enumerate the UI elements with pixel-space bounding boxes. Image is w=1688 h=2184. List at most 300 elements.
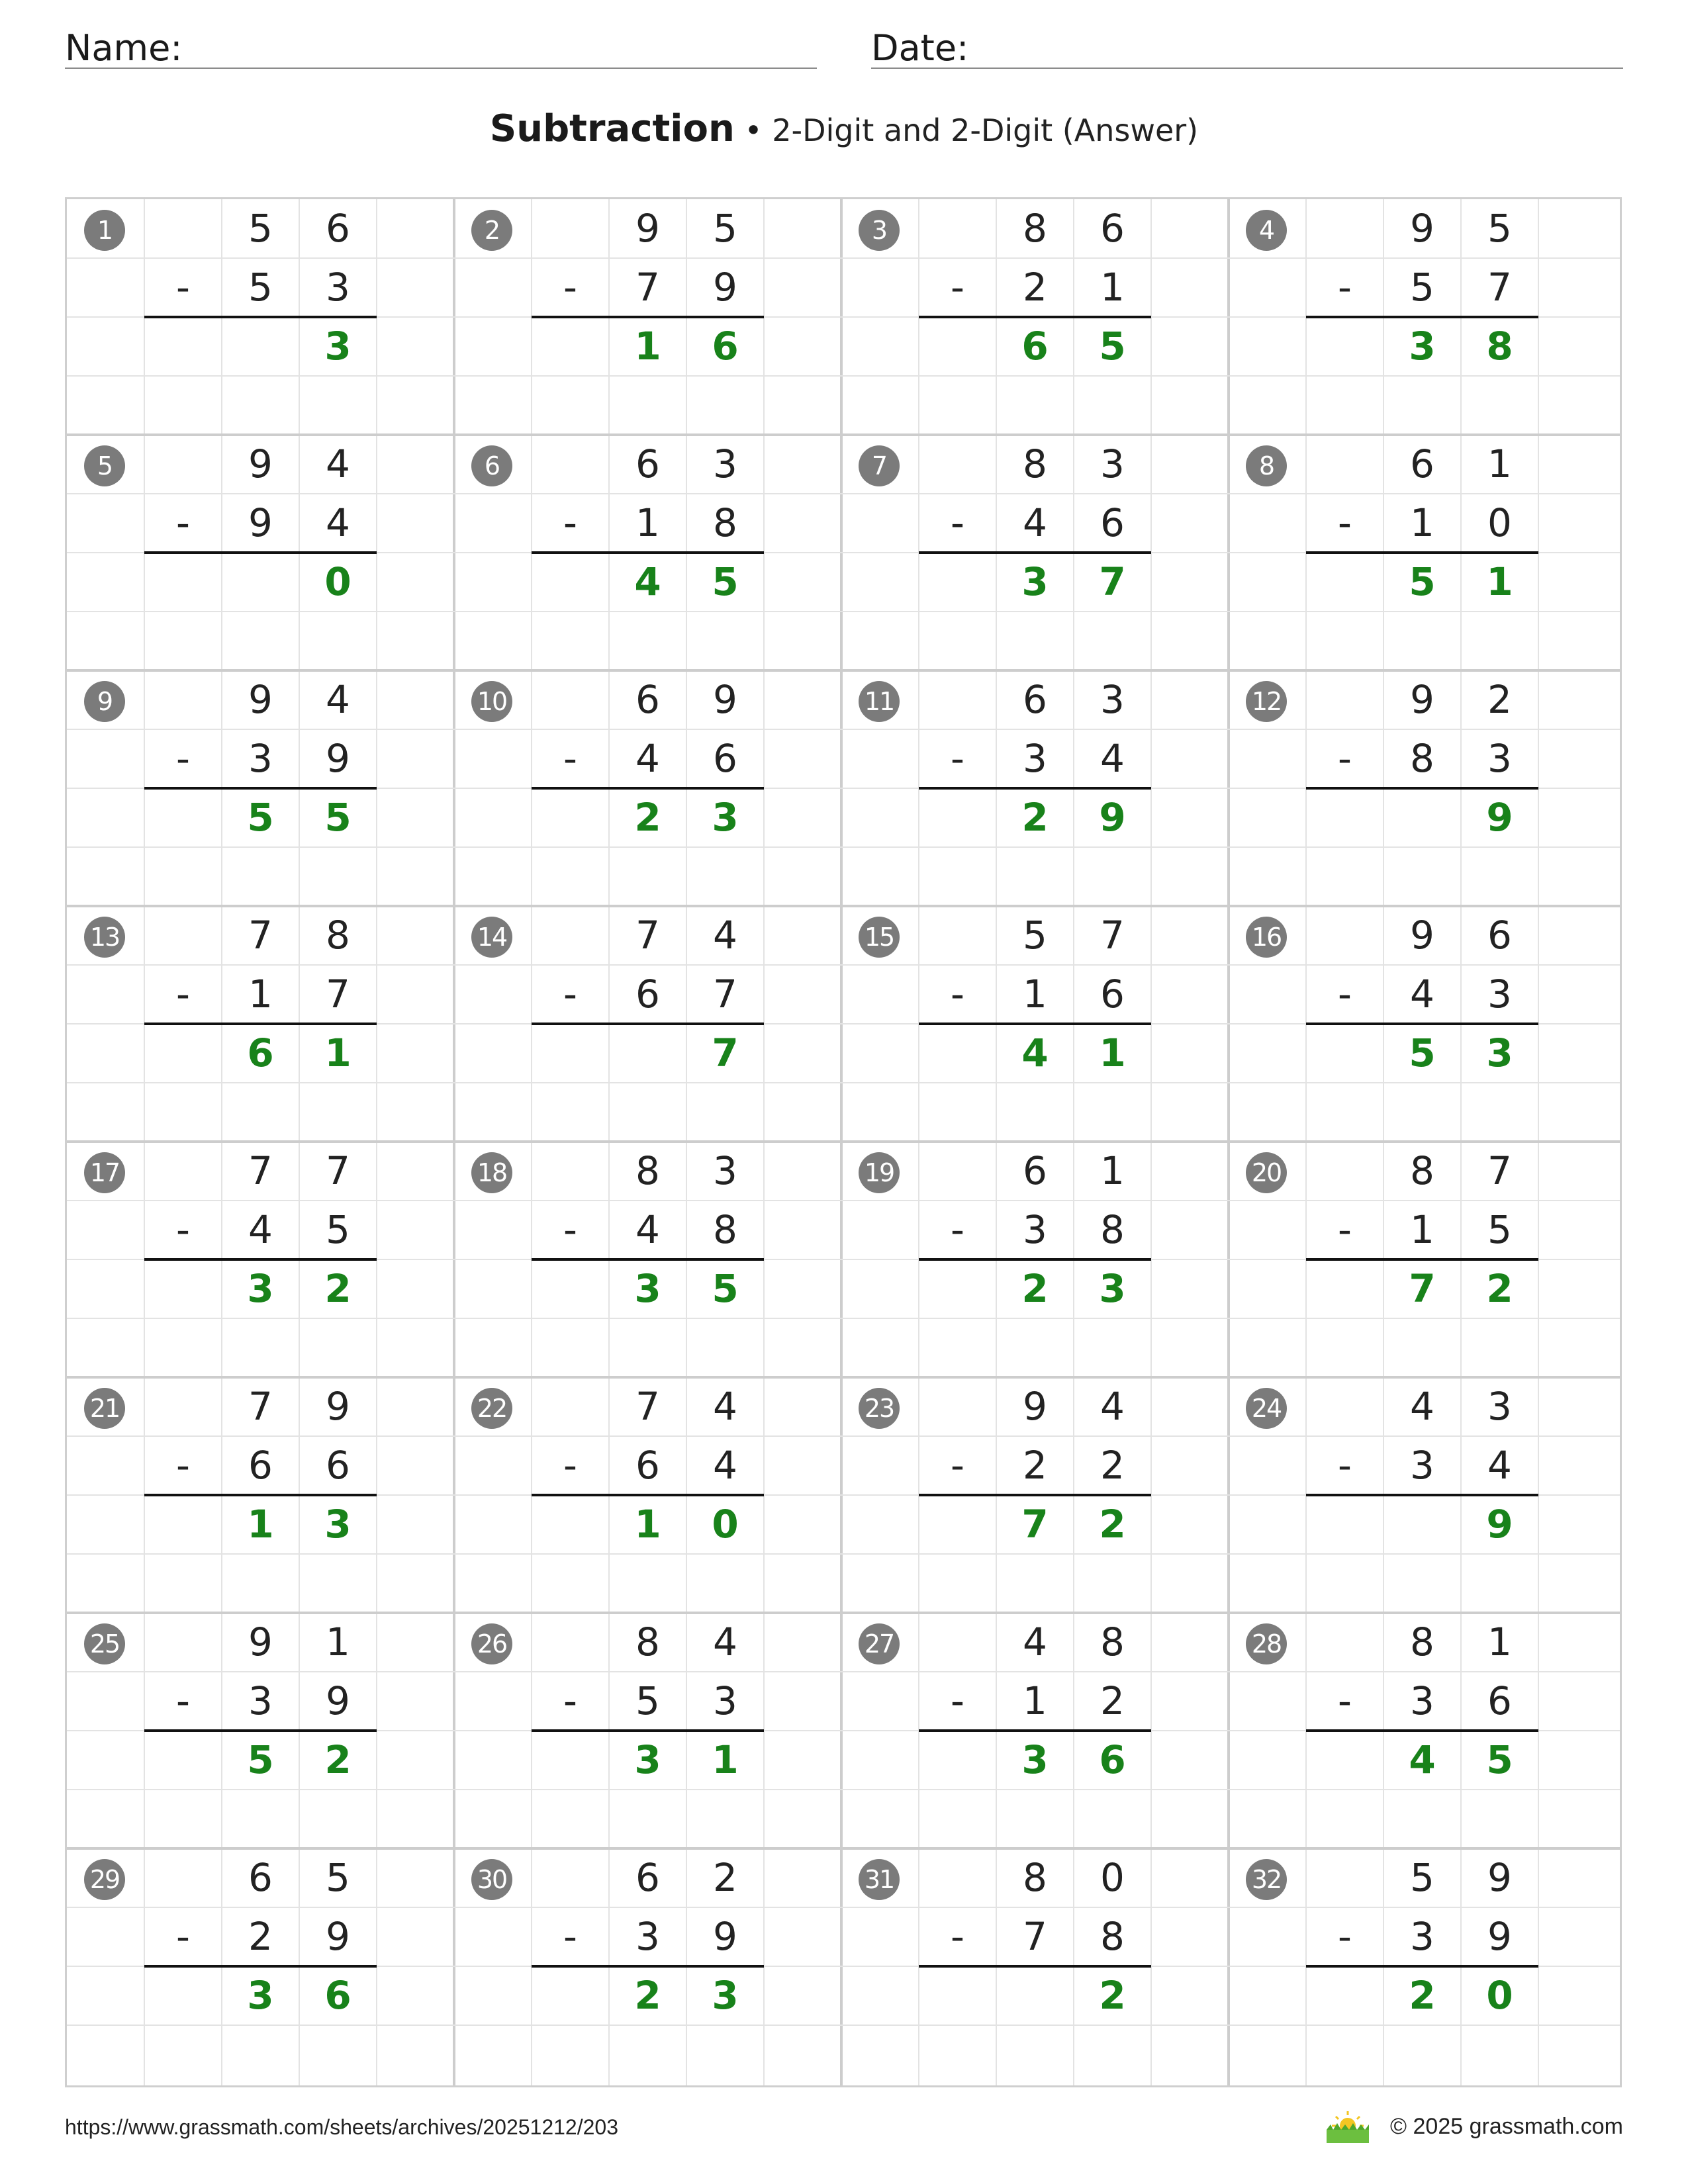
subtrahend-ones: 6: [1100, 500, 1125, 545]
problem-25: [67, 1613, 454, 1848]
problem-number-badge: 17: [84, 1152, 125, 1193]
subtrahend-tens: 3: [1410, 1914, 1434, 1959]
minuend-ones: 4: [713, 1619, 737, 1664]
subtrahend-tens: 6: [635, 972, 660, 1017]
problem-28: [1229, 1613, 1616, 1848]
name-label: Name:: [65, 27, 183, 69]
answer-ones: 1: [324, 1030, 352, 1075]
minuend-tens: 7: [635, 1384, 660, 1429]
problem-number-badge: 30: [471, 1859, 512, 1900]
minuend-tens: 9: [1023, 1384, 1047, 1429]
footer-copyright: © 2025 grassmath.com: [1390, 2114, 1623, 2139]
answer-rule-line: [919, 1965, 1151, 1968]
minus-sign: -: [951, 1443, 964, 1488]
answer-ones: 7: [1099, 559, 1126, 604]
subtrahend-tens: 1: [1410, 500, 1434, 545]
problem-23: [841, 1377, 1229, 1613]
problem-19: [841, 1142, 1229, 1377]
minus-sign: -: [951, 1914, 964, 1959]
subtrahend-ones: 9: [713, 1914, 737, 1959]
minus-sign: -: [1338, 500, 1352, 545]
minuend-tens: 9: [248, 677, 273, 722]
problem-11: [841, 670, 1229, 906]
subtrahend-ones: 0: [1487, 500, 1512, 545]
answer-ones: 6: [1099, 1737, 1126, 1782]
problem-2: [454, 199, 841, 435]
problem-number-badge: 26: [471, 1623, 512, 1664]
answer-tens: 4: [1021, 1030, 1049, 1075]
problem-number-badge: 24: [1246, 1388, 1287, 1429]
date-line: [871, 68, 1623, 69]
minus-sign: -: [1338, 1443, 1352, 1488]
minuend-tens: 9: [1410, 913, 1434, 958]
problem-number-badge: 20: [1246, 1152, 1287, 1193]
title-separator: •: [734, 113, 773, 148]
answer-tens: 3: [1021, 559, 1049, 604]
answer-ones: 3: [1486, 1030, 1513, 1075]
answer-tens: 4: [634, 559, 661, 604]
problem-number-badge: 15: [859, 917, 900, 958]
minuend-tens: 7: [248, 1384, 273, 1429]
problem-24: [1229, 1377, 1616, 1613]
subtrahend-tens: 3: [248, 736, 273, 781]
answer-tens: 2: [634, 795, 661, 840]
answer-ones: 9: [1486, 1502, 1513, 1547]
minus-sign: -: [951, 500, 964, 545]
minus-sign: -: [563, 1914, 577, 1959]
answer-tens: 7: [1409, 1266, 1436, 1311]
subtrahend-ones: 3: [1487, 736, 1512, 781]
minuend-ones: 4: [713, 1384, 737, 1429]
answer-tens: 3: [1409, 324, 1436, 369]
problem-number-badge: 2: [471, 210, 512, 251]
subtrahend-tens: 2: [1023, 265, 1047, 310]
minuend-ones: 1: [326, 1619, 350, 1664]
subtrahend-ones: 5: [1487, 1207, 1512, 1252]
answer-tens: 2: [1021, 1266, 1049, 1311]
problem-number-badge: 7: [859, 445, 900, 486]
minuend-ones: 8: [1100, 1619, 1125, 1664]
answer-tens: [996, 1966, 1074, 2025]
minus-sign: -: [563, 736, 577, 781]
problem-10: [454, 670, 841, 906]
problem-number-badge: 9: [84, 681, 125, 722]
answer-ones: 0: [1486, 1973, 1513, 2018]
problem-number-badge: 4: [1246, 210, 1287, 251]
answer-rule-line: [1306, 1965, 1538, 1968]
problem-8: [1229, 435, 1616, 670]
subtrahend-ones: 7: [713, 972, 737, 1017]
problem-6: [454, 435, 841, 670]
subtrahend-ones: 1: [1100, 265, 1125, 310]
minuend-ones: 4: [713, 913, 737, 958]
minuend-ones: 4: [326, 441, 350, 486]
answer-ones: 5: [1486, 1737, 1513, 1782]
answer-ones: 0: [712, 1502, 739, 1547]
answer-tens: 3: [634, 1266, 661, 1311]
date-field[interactable]: [871, 23, 1623, 69]
name-field[interactable]: [65, 23, 817, 69]
subtrahend-tens: 6: [635, 1443, 660, 1488]
minus-sign: -: [1338, 1678, 1352, 1723]
answer-ones: 2: [1486, 1266, 1513, 1311]
answer-tens: 3: [1021, 1737, 1049, 1782]
problem-number-badge: 23: [859, 1388, 900, 1429]
minus-sign: -: [1338, 736, 1352, 781]
answer-ones: 5: [712, 1266, 739, 1311]
minuend-tens: 8: [1023, 206, 1047, 251]
problem-number-badge: 1: [84, 210, 125, 251]
minuend-ones: 6: [1100, 206, 1125, 251]
minuend-tens: 9: [635, 206, 660, 251]
footer-url[interactable]: https://www.grassmath.com/sheets/archives/20251212/203: [65, 2115, 618, 2139]
minuend-ones: 0: [1100, 1855, 1125, 1900]
answer-tens: 1: [247, 1502, 274, 1547]
problem-number-badge: 32: [1246, 1859, 1287, 1900]
subtrahend-ones: 3: [713, 1678, 737, 1723]
minuend-tens: 7: [248, 913, 273, 958]
minuend-tens: 6: [1023, 1148, 1047, 1193]
answer-ones: 9: [1099, 795, 1126, 840]
problem-grid: [65, 197, 1622, 2087]
problem-31: [841, 1848, 1229, 2084]
answer-tens: 3: [247, 1973, 274, 2018]
minuend-tens: 8: [1410, 1148, 1434, 1193]
problem-number-badge: 6: [471, 445, 512, 486]
subtrahend-ones: 6: [1100, 972, 1125, 1017]
subtrahend-tens: 1: [1023, 972, 1047, 1017]
subtrahend-ones: 2: [1100, 1443, 1125, 1488]
subtrahend-ones: 9: [326, 1914, 350, 1959]
subtrahend-tens: 3: [248, 1678, 273, 1723]
subtrahend-ones: 4: [1100, 736, 1125, 781]
subtrahend-tens: 7: [1023, 1914, 1047, 1959]
minuend-ones: 6: [326, 206, 350, 251]
minuend-ones: 1: [1487, 441, 1512, 486]
answer-rule-line: [144, 787, 377, 790]
minuend-tens: 8: [1023, 1855, 1047, 1900]
answer-tens: 1: [634, 1502, 661, 1547]
answer-ones: 2: [1099, 1973, 1126, 2018]
answer-tens: 5: [1409, 559, 1436, 604]
answer-ones: 3: [1099, 1266, 1126, 1311]
answer-tens: 2: [1021, 795, 1049, 840]
minuend-tens: 9: [1410, 677, 1434, 722]
subtrahend-tens: 4: [635, 736, 660, 781]
minus-sign: -: [176, 736, 190, 781]
problem-9: [67, 670, 454, 906]
problem-number-badge: 16: [1246, 917, 1287, 958]
answer-ones: 6: [712, 324, 739, 369]
answer-ones: 3: [712, 1973, 739, 2018]
problem-26: [454, 1613, 841, 1848]
minuend-ones: 8: [326, 913, 350, 958]
problem-5: [67, 435, 454, 670]
minuend-ones: 5: [713, 206, 737, 251]
answer-rule-line: [144, 1729, 377, 1732]
subtrahend-tens: 9: [248, 500, 273, 545]
answer-rule-line: [1306, 551, 1538, 554]
grass-sun-logo-icon: [1324, 2109, 1372, 2144]
minuend-tens: 6: [635, 441, 660, 486]
answer-tens: [222, 553, 299, 612]
subtrahend-tens: 1: [635, 500, 660, 545]
subtrahend-ones: 3: [1487, 972, 1512, 1017]
answer-tens: [1383, 1495, 1461, 1554]
answer-tens: 1: [634, 324, 661, 369]
problem-18: [454, 1142, 841, 1377]
problem-number-badge: 22: [471, 1388, 512, 1429]
answer-ones: 8: [1486, 324, 1513, 369]
problem-7: [841, 435, 1229, 670]
minus-sign: -: [563, 1443, 577, 1488]
subtrahend-tens: 8: [1410, 736, 1434, 781]
minus-sign: -: [1338, 972, 1352, 1017]
minuend-tens: 6: [635, 677, 660, 722]
minus-sign: -: [1338, 1914, 1352, 1959]
problem-number-badge: 21: [84, 1388, 125, 1429]
answer-rule-line: [532, 1729, 764, 1732]
minuend-tens: 4: [1410, 1384, 1434, 1429]
minuend-tens: 7: [635, 913, 660, 958]
subtrahend-tens: 5: [248, 265, 273, 310]
minuend-ones: 2: [1487, 677, 1512, 722]
answer-rule-line: [144, 1494, 377, 1496]
answer-tens: 5: [1409, 1030, 1436, 1075]
problem-number-badge: 25: [84, 1623, 125, 1664]
subtrahend-ones: 6: [713, 736, 737, 781]
problem-number-badge: 10: [471, 681, 512, 722]
minus-sign: -: [176, 1443, 190, 1488]
subtrahend-ones: 9: [326, 1678, 350, 1723]
problem-number-badge: 14: [471, 917, 512, 958]
answer-tens: 6: [247, 1030, 274, 1075]
minuend-tens: 6: [1410, 441, 1434, 486]
answer-rule-line: [919, 1494, 1151, 1496]
problem-22: [454, 1377, 841, 1613]
minuend-tens: 9: [248, 1619, 273, 1664]
answer-rule-line: [532, 1258, 764, 1261]
minus-sign: -: [563, 265, 577, 310]
answer-tens: 2: [1409, 1973, 1436, 2018]
answer-tens: [1383, 788, 1461, 847]
problem-12: [1229, 670, 1616, 906]
answer-tens: 4: [1409, 1737, 1436, 1782]
subtrahend-ones: 9: [1487, 1914, 1512, 1959]
problem-4: [1229, 199, 1616, 435]
answer-ones: 5: [1099, 324, 1126, 369]
problem-13: [67, 906, 454, 1142]
minuend-ones: 4: [326, 677, 350, 722]
answer-rule-line: [144, 1258, 377, 1261]
problem-16: [1229, 906, 1616, 1142]
subtrahend-tens: 1: [248, 972, 273, 1017]
subtrahend-ones: 8: [1100, 1207, 1125, 1252]
subtrahend-tens: 7: [635, 265, 660, 310]
answer-tens: 5: [247, 1737, 274, 1782]
answer-ones: 2: [324, 1266, 352, 1311]
minus-sign: -: [176, 1914, 190, 1959]
title-main: Subtraction: [489, 107, 735, 150]
subtrahend-tens: 4: [635, 1207, 660, 1252]
subtrahend-ones: 4: [326, 500, 350, 545]
answer-ones: 7: [712, 1030, 739, 1075]
minuend-tens: 8: [635, 1619, 660, 1664]
minuend-tens: 6: [1023, 677, 1047, 722]
subtrahend-tens: 3: [1410, 1443, 1434, 1488]
answer-rule-line: [144, 1965, 377, 1968]
answer-ones: 3: [712, 795, 739, 840]
answer-tens: [222, 317, 299, 376]
answer-rule-line: [532, 316, 764, 318]
minuend-tens: 6: [248, 1855, 273, 1900]
minuend-ones: 7: [1100, 913, 1125, 958]
minus-sign: -: [951, 265, 964, 310]
problem-number-badge: 28: [1246, 1623, 1287, 1664]
answer-tens: 6: [1021, 324, 1049, 369]
problem-number-badge: 19: [859, 1152, 900, 1193]
subtrahend-tens: 5: [635, 1678, 660, 1723]
minus-sign: -: [563, 1207, 577, 1252]
minus-sign: -: [951, 972, 964, 1017]
problem-number-badge: 3: [859, 210, 900, 251]
answer-ones: 2: [1099, 1502, 1126, 1547]
problem-3: [841, 199, 1229, 435]
answer-rule-line: [1306, 1494, 1538, 1496]
answer-ones: 0: [324, 559, 352, 604]
subtrahend-tens: 1: [1023, 1678, 1047, 1723]
minuend-ones: 3: [1100, 441, 1125, 486]
answer-tens: 3: [634, 1737, 661, 1782]
subtrahend-ones: 8: [1100, 1914, 1125, 1959]
minuend-tens: 6: [635, 1855, 660, 1900]
answer-rule-line: [919, 787, 1151, 790]
answer-ones: 1: [712, 1737, 739, 1782]
subtrahend-ones: 8: [713, 500, 737, 545]
answer-tens: 5: [247, 795, 274, 840]
answer-ones: 1: [1099, 1030, 1126, 1075]
answer-rule-line: [144, 1023, 377, 1025]
subtrahend-ones: 9: [713, 265, 737, 310]
subtrahend-tens: 4: [1410, 972, 1434, 1017]
problem-number-badge: 29: [84, 1859, 125, 1900]
answer-rule-line: [1306, 1258, 1538, 1261]
minuend-ones: 4: [1100, 1384, 1125, 1429]
minus-sign: -: [563, 500, 577, 545]
answer-ones: 2: [324, 1737, 352, 1782]
answer-ones: 6: [324, 1973, 352, 2018]
subtrahend-tens: 2: [1023, 1443, 1047, 1488]
minuend-ones: 6: [1487, 913, 1512, 958]
minuend-tens: 9: [1410, 206, 1434, 251]
answer-rule-line: [532, 1965, 764, 1968]
answer-rule-line: [532, 1023, 764, 1025]
minuend-ones: 7: [1487, 1148, 1512, 1193]
subtrahend-ones: 6: [1487, 1678, 1512, 1723]
answer-rule-line: [532, 787, 764, 790]
minuend-tens: 9: [248, 441, 273, 486]
name-line: [65, 68, 817, 69]
subtrahend-tens: 3: [1023, 736, 1047, 781]
problem-17: [67, 1142, 454, 1377]
answer-rule-line: [1306, 316, 1538, 318]
answer-ones: 5: [712, 559, 739, 604]
answer-tens: 7: [1021, 1502, 1049, 1547]
answer-rule-line: [919, 316, 1151, 318]
minuend-ones: 3: [713, 441, 737, 486]
minus-sign: -: [176, 1678, 190, 1723]
minus-sign: -: [176, 972, 190, 1017]
minuend-tens: 8: [1410, 1619, 1434, 1664]
problem-15: [841, 906, 1229, 1142]
minuend-ones: 3: [1487, 1384, 1512, 1429]
subtrahend-ones: 4: [713, 1443, 737, 1488]
subtrahend-ones: 7: [326, 972, 350, 1017]
date-label: Date:: [871, 27, 969, 69]
subtrahend-tens: 3: [635, 1914, 660, 1959]
answer-tens: 3: [247, 1266, 274, 1311]
minuend-ones: 9: [713, 677, 737, 722]
answer-ones: 3: [324, 1502, 352, 1547]
subtrahend-tens: 5: [1410, 265, 1434, 310]
minuend-ones: 3: [713, 1148, 737, 1193]
minuend-ones: 2: [713, 1855, 737, 1900]
minuend-ones: 1: [1487, 1619, 1512, 1664]
minus-sign: -: [176, 265, 190, 310]
answer-rule-line: [1306, 1023, 1538, 1025]
minuend-ones: 9: [326, 1384, 350, 1429]
worksheet-title: [0, 106, 1688, 154]
answer-ones: 3: [324, 324, 352, 369]
minus-sign: -: [1338, 265, 1352, 310]
minus-sign: -: [176, 1207, 190, 1252]
problem-21: [67, 1377, 454, 1613]
problem-27: [841, 1613, 1229, 1848]
problem-29: [67, 1848, 454, 2084]
answer-rule-line: [919, 1729, 1151, 1732]
answer-rule-line: [1306, 1729, 1538, 1732]
problem-32: [1229, 1848, 1616, 2084]
subtrahend-tens: 4: [1023, 500, 1047, 545]
answer-rule-line: [919, 1258, 1151, 1261]
minus-sign: -: [563, 972, 577, 1017]
answer-rule-line: [919, 551, 1151, 554]
minus-sign: -: [1338, 1207, 1352, 1252]
answer-rule-line: [532, 551, 764, 554]
problem-30: [454, 1848, 841, 2084]
subtrahend-ones: 2: [1100, 1678, 1125, 1723]
minuend-tens: 8: [1023, 441, 1047, 486]
subtrahend-tens: 6: [248, 1443, 273, 1488]
problem-number-badge: 13: [84, 917, 125, 958]
subtrahend-tens: 4: [248, 1207, 273, 1252]
minuend-ones: 9: [1487, 1855, 1512, 1900]
subtrahend-ones: 6: [326, 1443, 350, 1488]
answer-rule-line: [532, 1494, 764, 1496]
minus-sign: -: [951, 736, 964, 781]
minuend-tens: 5: [1410, 1855, 1434, 1900]
problem-20: [1229, 1142, 1616, 1377]
subtrahend-ones: 8: [713, 1207, 737, 1252]
answer-ones: 9: [1486, 795, 1513, 840]
answer-rule-line: [919, 1023, 1151, 1025]
minus-sign: -: [176, 500, 190, 545]
problem-number-badge: 12: [1246, 681, 1287, 722]
subtrahend-tens: 2: [248, 1914, 273, 1959]
subtrahend-tens: 3: [1023, 1207, 1047, 1252]
minuend-tens: 5: [1023, 913, 1047, 958]
problem-number-badge: 27: [859, 1623, 900, 1664]
